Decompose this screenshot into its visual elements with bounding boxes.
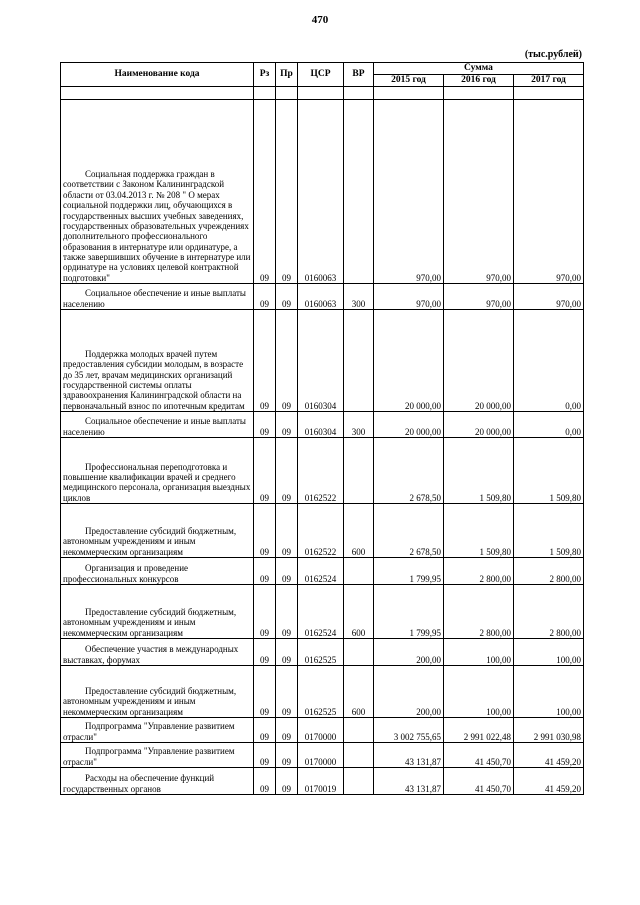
row-vr [344, 99, 374, 283]
row-name-text: Социальная поддержка граждан в соответствии с Законом Калининградской области от 03.04.2013 г. № 208 " О мерах социальной поддержки лиц, обучающихся в государственных высших учебных заведениях, государственных образовательных учреждениях дополнительного профессионального образования в интернатуре или ординатуре, а также завершивших обучение в интернатуре или ординатуре на условиях целевой контрактной подготовки" [63, 169, 251, 283]
row-name [61, 283, 254, 309]
row-2015: 1 799,95 [374, 557, 444, 584]
table-row [61, 665, 584, 717]
row-2016: 2 991 022,48 [444, 717, 514, 742]
row-csr: 0162525 [298, 665, 344, 717]
row-2015: 970,00 [374, 283, 444, 309]
row-2015: 3 002 755,65 [374, 717, 444, 742]
row-csr: 0162524 [298, 557, 344, 584]
header-csr: ЦСР [298, 63, 344, 87]
row-csr: 0160304 [298, 411, 344, 437]
row-2015: 970,00 [374, 99, 444, 283]
row-2017: 2 800,00 [514, 584, 584, 638]
row-name [61, 309, 254, 411]
row-vr [344, 309, 374, 411]
row-csr: 0162522 [298, 503, 344, 557]
row-2016: 41 450,70 [444, 742, 514, 767]
table-row [61, 584, 584, 638]
row-rz: 09 [254, 767, 276, 794]
row-name-text: Расходы на обеспечение функций государственных органов [63, 773, 215, 794]
row-name [61, 767, 254, 794]
row-pr: 09 [276, 557, 298, 584]
table-row [61, 283, 584, 309]
row-2016: 2 800,00 [444, 557, 514, 584]
row-rz: 09 [254, 99, 276, 283]
row-2015: 2 678,50 [374, 503, 444, 557]
header-vr: ВР [344, 63, 374, 87]
row-pr: 09 [276, 503, 298, 557]
row-vr [344, 742, 374, 767]
row-vr: 300 [344, 283, 374, 309]
row-rz: 09 [254, 557, 276, 584]
row-vr [344, 557, 374, 584]
row-2016: 2 800,00 [444, 584, 514, 638]
row-2015: 200,00 [374, 638, 444, 665]
table-row [61, 411, 584, 437]
row-vr: 600 [344, 584, 374, 638]
row-2016: 20 000,00 [444, 411, 514, 437]
row-pr: 09 [276, 767, 298, 794]
header-sum: Сумма [374, 63, 584, 75]
row-2016: 41 450,70 [444, 767, 514, 794]
row-csr: 0160063 [298, 99, 344, 283]
row-name [61, 665, 254, 717]
row-2015: 20 000,00 [374, 309, 444, 411]
row-2017: 100,00 [514, 665, 584, 717]
row-2017: 0,00 [514, 411, 584, 437]
row-rz: 09 [254, 309, 276, 411]
table-row [61, 557, 584, 584]
row-csr: 0170019 [298, 767, 344, 794]
row-2017: 100,00 [514, 638, 584, 665]
row-pr: 09 [276, 717, 298, 742]
row-2017: 2 991 030,98 [514, 717, 584, 742]
row-name-text: Предоставление субсидий бюджетным, автономным учреждениям и иным некоммерческим организациям [63, 685, 237, 717]
row-name-text: Социальное обеспечение и иные выплаты населению [63, 416, 246, 437]
row-name [61, 411, 254, 437]
row-name-text: Поддержка молодых врачей путем предоставления субсидии молодым, в возрасте до 35 лет, врачам медицинских организаций государственной системы оплаты здравоохранения Калининградской области на первоначальный взнос по ипотечным кредитам [63, 348, 245, 411]
row-2017: 1 509,80 [514, 503, 584, 557]
row-rz: 09 [254, 638, 276, 665]
table-row [61, 309, 584, 411]
row-name [61, 557, 254, 584]
row-name-text: Предоставление субсидий бюджетным, автономным учреждениям и иным некоммерческим организациям [63, 606, 237, 638]
row-2015: 43 131,87 [374, 767, 444, 794]
row-name [61, 503, 254, 557]
row-vr [344, 717, 374, 742]
units-note: (тыс.рублей) [524, 49, 582, 60]
row-name [61, 584, 254, 638]
row-pr: 09 [276, 411, 298, 437]
row-2015: 2 678,50 [374, 437, 444, 503]
row-2017: 970,00 [514, 99, 584, 283]
row-name-text: Подпрограмма "Управление развитием отрасли" [63, 721, 235, 742]
table-row [61, 99, 584, 283]
row-2016: 970,00 [444, 99, 514, 283]
row-2016: 20 000,00 [444, 309, 514, 411]
table-row [61, 717, 584, 742]
table-row [61, 742, 584, 767]
table-row [61, 767, 584, 794]
row-2017: 0,00 [514, 309, 584, 411]
row-name [61, 638, 254, 665]
row-name-text: Обеспечение участия в международных выставках, форумах [63, 644, 239, 665]
row-vr: 600 [344, 503, 374, 557]
row-pr: 09 [276, 437, 298, 503]
row-pr: 09 [276, 638, 298, 665]
row-2015: 200,00 [374, 665, 444, 717]
row-pr: 09 [276, 309, 298, 411]
budget-table [60, 62, 584, 795]
header-2017: 2017 год [514, 74, 584, 86]
row-pr: 09 [276, 742, 298, 767]
row-name-text: Социальное обеспечение и иные выплаты населению [63, 288, 246, 309]
row-rz: 09 [254, 283, 276, 309]
table-row [61, 638, 584, 665]
table-row [61, 437, 584, 503]
row-vr: 300 [344, 411, 374, 437]
row-name-text: Организация и проведение профессиональных конкурсов [63, 563, 189, 584]
row-2017: 970,00 [514, 283, 584, 309]
header-name: Наименование кода [61, 63, 254, 87]
row-csr: 0170000 [298, 742, 344, 767]
header-2015: 2015 год [374, 74, 444, 86]
row-rz: 09 [254, 665, 276, 717]
row-csr: 0170000 [298, 717, 344, 742]
row-rz: 09 [254, 584, 276, 638]
row-name-text: Профессиональная переподготовка и повышение квалификации врачей и среднего медицинского персонала, организация выездных циклов [63, 461, 251, 503]
row-2017: 1 509,80 [514, 437, 584, 503]
row-pr: 09 [276, 584, 298, 638]
row-rz: 09 [254, 503, 276, 557]
row-name-text: Подпрограмма "Управление развитием отрасли" [63, 746, 235, 767]
row-pr: 09 [276, 665, 298, 717]
row-csr: 0162522 [298, 437, 344, 503]
row-name [61, 717, 254, 742]
header-2016: 2016 год [444, 74, 514, 86]
row-pr: 09 [276, 283, 298, 309]
row-vr [344, 437, 374, 503]
spacer-row [61, 86, 584, 99]
row-csr: 0160304 [298, 309, 344, 411]
row-rz: 09 [254, 742, 276, 767]
row-2016: 1 509,80 [444, 437, 514, 503]
row-vr [344, 767, 374, 794]
row-pr: 09 [276, 99, 298, 283]
row-2017: 41 459,20 [514, 767, 584, 794]
row-2015: 43 131,87 [374, 742, 444, 767]
row-name [61, 99, 254, 283]
row-2017: 2 800,00 [514, 557, 584, 584]
row-2016: 100,00 [444, 638, 514, 665]
row-name [61, 742, 254, 767]
row-rz: 09 [254, 411, 276, 437]
row-2015: 20 000,00 [374, 411, 444, 437]
row-2016: 1 509,80 [444, 503, 514, 557]
row-name-text: Предоставление субсидий бюджетным, автономным учреждениям и иным некоммерческим организациям [63, 525, 237, 557]
row-vr [344, 638, 374, 665]
row-rz: 09 [254, 717, 276, 742]
table-row [61, 503, 584, 557]
row-csr: 0162524 [298, 584, 344, 638]
row-2017: 41 459,20 [514, 742, 584, 767]
header-pr: Пр [276, 63, 298, 87]
row-2016: 100,00 [444, 665, 514, 717]
row-csr: 0162525 [298, 638, 344, 665]
row-rz: 09 [254, 437, 276, 503]
header-rz: Рз [254, 63, 276, 87]
page-number: 470 [311, 14, 329, 26]
row-name [61, 437, 254, 503]
row-csr: 0160063 [298, 283, 344, 309]
row-vr: 600 [344, 665, 374, 717]
row-2016: 970,00 [444, 283, 514, 309]
row-2015: 1 799,95 [374, 584, 444, 638]
